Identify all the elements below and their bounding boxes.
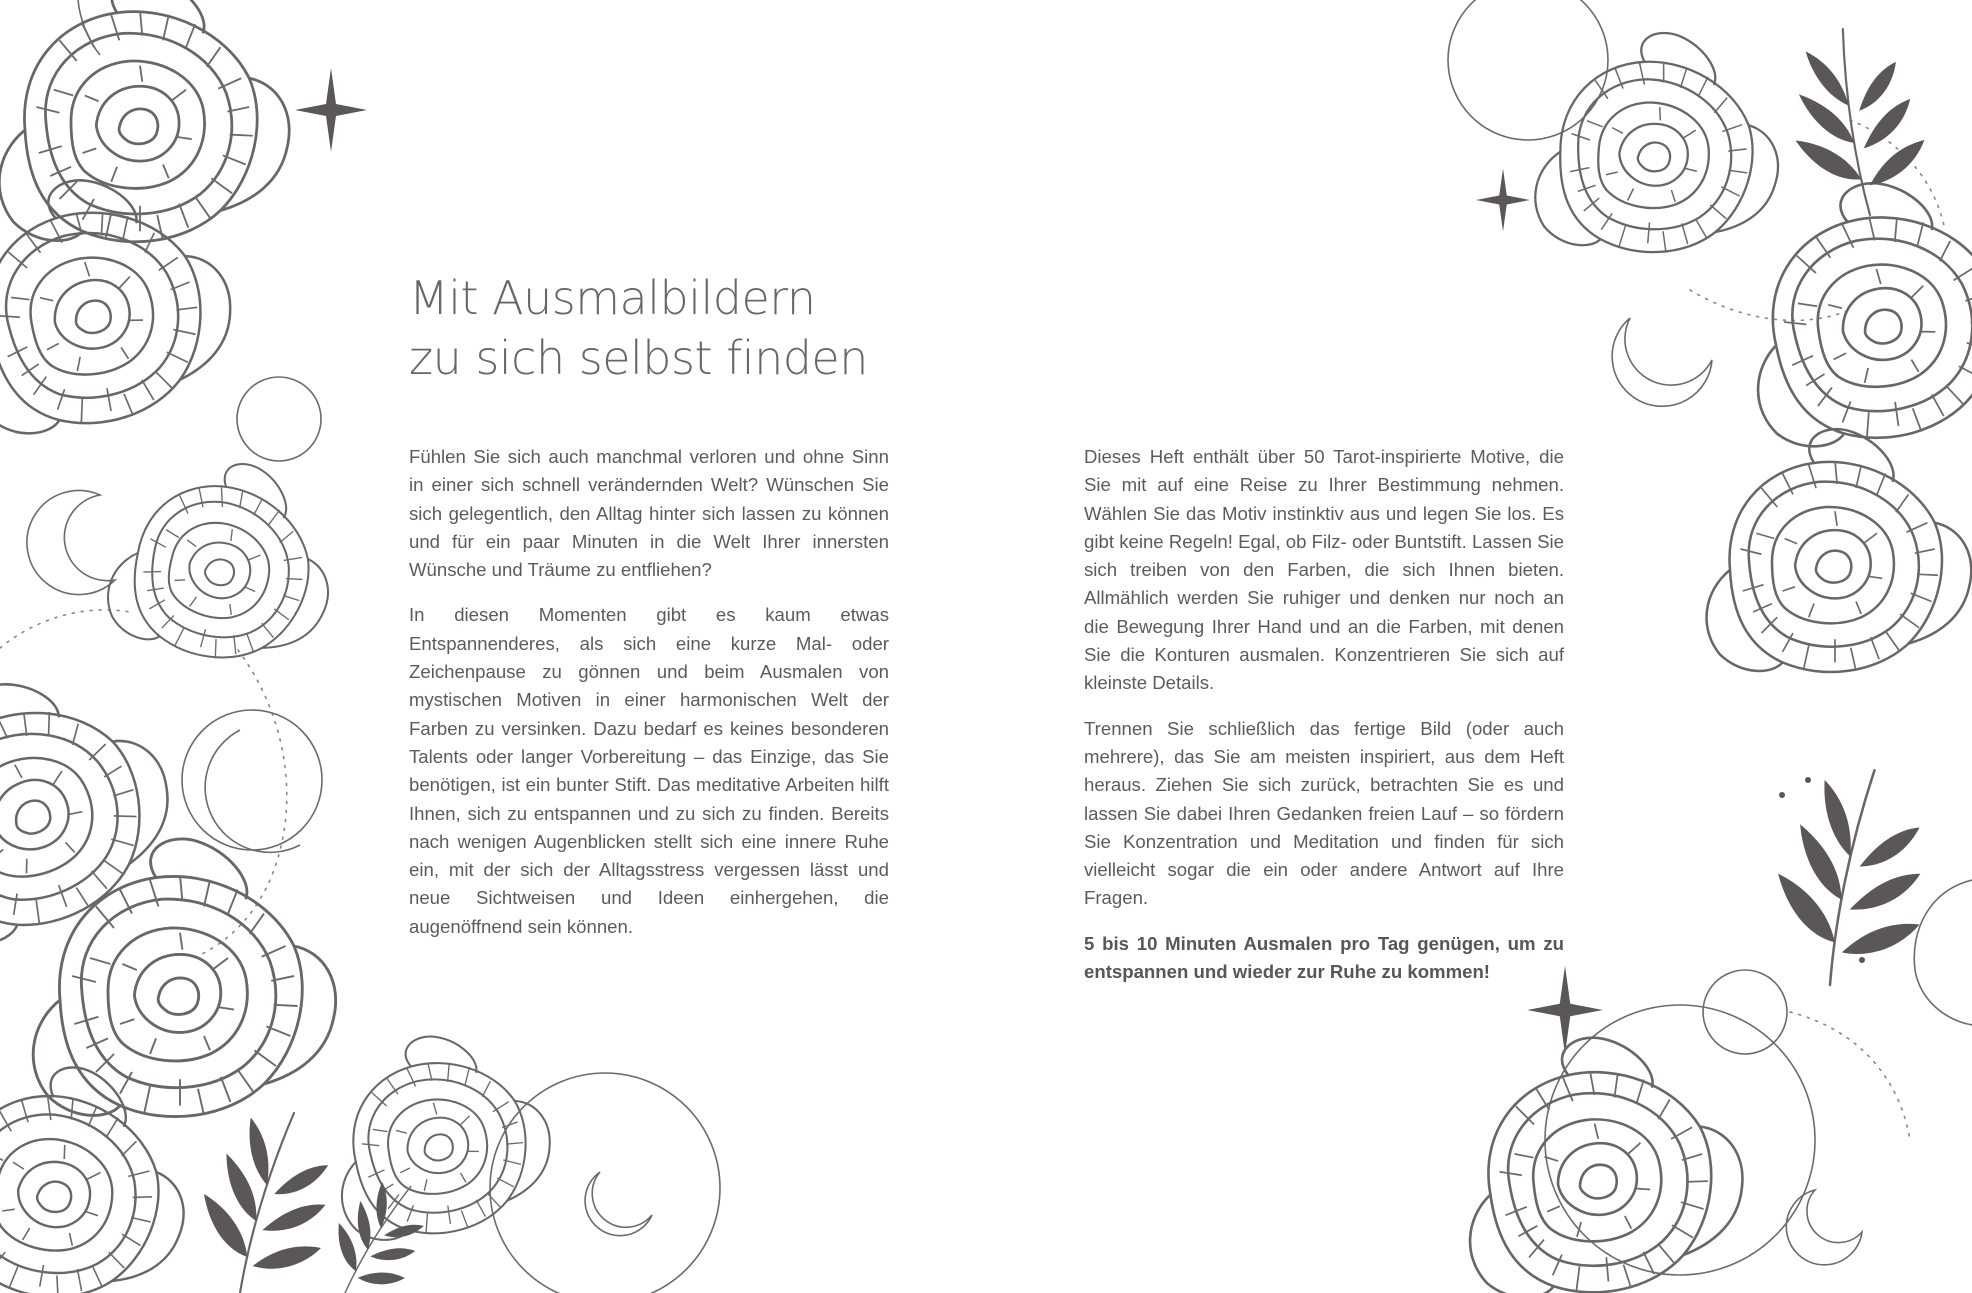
rose-illustration xyxy=(33,839,335,1117)
paragraph: Fühlen Sie sich auch manchmal verloren und ohne Sinn in einer sich schnell verändernden Welt? Wünschen Sie sich gelegentlich, den Alltag hinter sich lassen zu können und für ein paar Minuten in die Welt Ihrer innersten Wünsche und Träume zu entfliehen? xyxy=(409,446,889,581)
star-sparkle-icon xyxy=(1476,169,1530,232)
rose-illustration xyxy=(1531,23,1789,263)
rose-illustration xyxy=(0,1047,206,1293)
fern-leaf-illustration xyxy=(1770,767,1933,989)
rose-illustration xyxy=(1453,1026,1751,1293)
rose-illustration xyxy=(1731,164,1972,455)
fern-leaf-illustration xyxy=(204,1113,328,1293)
rose-illustration xyxy=(0,0,289,242)
title-line-1: Mit Ausmalbildern xyxy=(409,271,816,325)
crescent-moon-icon xyxy=(585,1172,652,1236)
rose-illustration xyxy=(98,438,356,683)
right-text-column xyxy=(1084,443,1564,1003)
rose-illustration xyxy=(0,158,247,443)
left-text-column xyxy=(409,443,889,958)
highlight-paragraph: 5 bis 10 Minuten Ausmalen pro Tag genügen, um zu entspannen und wieder zur Ruhe zu kommen! xyxy=(1084,932,1564,983)
crescent-moon-icon xyxy=(1612,318,1712,406)
paragraph: In diesen Momenten gibt es kaum etwas Entspannenderes, als sich eine kurze Mal- oder Zeichenpause zu gönnen und beim Ausmalen von mystischen Motiven in einer harmonischen Welt der Farben zu versinken. Dazu bedarf es keines besonderen Talents oder langer Vorbereitung – das Einzige, das Sie benötigen, ist ein bunter Stift. Das meditative Arbeiten hilft Ihnen, sich zu entspannen und zu sich zu finden. Bereits nach wenigen Augenblicken stellt sich eine innere Ruhe ein, mit der sich der Alltagsstress vergessen lässt und neue Sichtweisen und Ideen einhergehen, die augenöffnend sein können. xyxy=(409,604,889,937)
fern-leaf-illustration xyxy=(1761,15,1950,231)
title-line-2: zu sich selbst finden xyxy=(409,331,868,385)
crescent-moon-icon xyxy=(27,491,115,595)
star-sparkle-icon xyxy=(295,68,367,152)
crescent-moon-icon xyxy=(205,730,300,852)
crescent-moon-icon xyxy=(1786,1190,1862,1265)
rose-illustration xyxy=(1707,429,1972,672)
paragraph: Trennen Sie schließlich das fertige Bild (oder auch mehrere), das Sie am meisten inspiriert, aus dem Heft heraus. Ziehen Sie sich zurück, betrachten Sie es und lassen Sie dabei Ihren Gedanken freien Lauf – so fördern Sie Konzentration und Meditation und finden für sich vielleicht sogar die ein oder andere Antwort auf Ihre Fragen. xyxy=(1084,717,1564,909)
rose-illustration xyxy=(0,641,198,960)
page-title xyxy=(409,268,929,388)
paragraph: Dieses Heft enthält über 50 Tarot-inspirierte Motive, die Sie mit auf eine Reise zu Ihrer Bestimmung nehmen. Wählen Sie das Motiv instinktiv aus und legen Sie los. Es gibt keine Regeln! Egal, ob Filz- oder Buntstift. Lassen Sie sich treiben von den Farben, die sich Ihnen bieten. Allmählich werden Sie ruhiger und denken nur noch an die Bewegung Ihrer Hand und an die Farben, mit denen Sie die Konturen ausmalen. Konzentrieren Sie sich auf kleinste Details. xyxy=(1084,446,1564,694)
rose-illustration xyxy=(321,1022,561,1247)
